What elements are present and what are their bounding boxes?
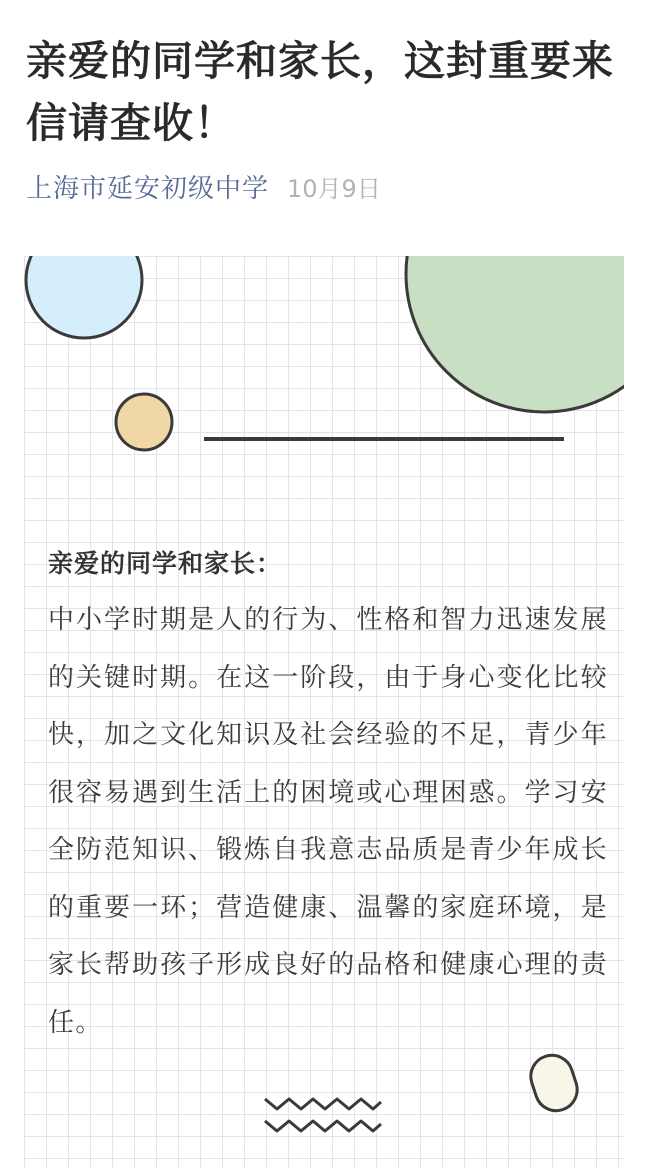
light-blue-circle bbox=[26, 256, 142, 338]
zigzag-bottom bbox=[265, 1121, 381, 1131]
author-link[interactable]: 上海市延安初级中学 bbox=[26, 174, 270, 204]
article-header bbox=[0, 0, 648, 256]
letter-body: 中小学时期是人的行为、性格和智力迅速发展的关键时期。在这一阶段，由于身心变化比较快，加之文化知识及社会经验的不足，青少年很容易遇到生活上的困境或心理困惑。学习安全防范知识、锻炼自我意志品质是青少年成长的重要一环；营造健康、温馨的家庭环境，是家长帮助孩子形成良好的品格和健康心理的责任。 bbox=[48, 605, 608, 1038]
cream-capsule bbox=[525, 1050, 582, 1116]
publish-date: 10月9日 bbox=[287, 175, 381, 203]
letter-card bbox=[24, 256, 624, 1168]
article-meta bbox=[26, 168, 381, 208]
green-circle bbox=[406, 256, 624, 412]
letter-content bbox=[48, 536, 608, 1052]
article-title: 亲爱的同学和家长，这封重要来信请查收！ bbox=[26, 37, 614, 147]
zigzag-top bbox=[265, 1099, 381, 1109]
tan-circle bbox=[116, 394, 172, 450]
letter-greeting: 亲爱的同学和家长： bbox=[48, 549, 283, 578]
